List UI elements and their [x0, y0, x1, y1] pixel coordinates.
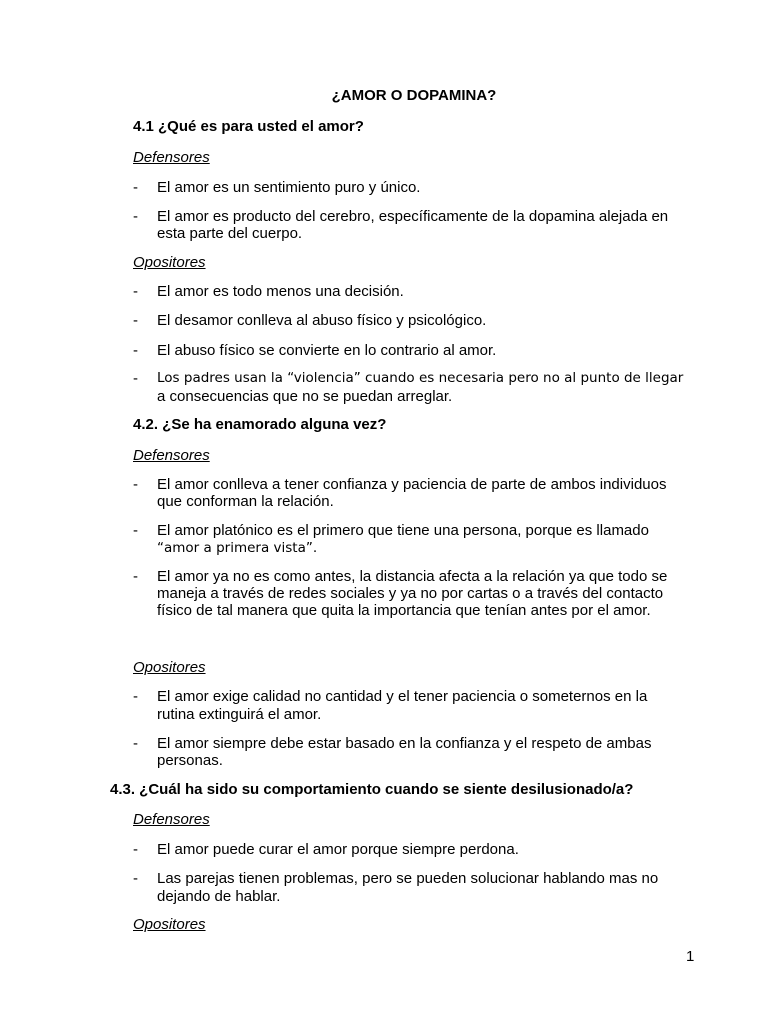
section-heading: 4.2. ¿Se ha enamorado alguna vez? [133, 416, 387, 433]
list-item-text: El desamor conlleva al abuso físico y psicológico. [157, 312, 487, 329]
bullet-dash: - [133, 179, 138, 196]
page-number: 1 [686, 948, 695, 965]
bullet-dash: - [133, 370, 138, 387]
list-item-text: “amor a primera vista”. [157, 540, 318, 556]
list-item-text: El amor ya no es como antes, la distancia afecta a la relación ya que todo se [157, 568, 668, 585]
bullet-dash: - [133, 870, 138, 887]
opositores-label: Opositores [133, 254, 206, 271]
section-heading: 4.1 ¿Qué es para usted el amor? [133, 118, 364, 135]
bullet-dash: - [133, 208, 138, 225]
list-item-text: físico de tal manera que quita la importancia que tenían antes por el amor. [157, 602, 651, 619]
bullet-dash: - [133, 476, 138, 493]
defensores-label: Defensores [133, 447, 210, 464]
list-item-text: El amor exige calidad no cantidad y el tener paciencia o someternos en la [157, 688, 648, 705]
list-item-text: El amor puede curar el amor porque siempre perdona. [157, 841, 519, 858]
list-item-text: que conforman la relación. [157, 493, 334, 510]
bullet-dash: - [133, 342, 138, 359]
list-item-text: El amor es un sentimiento puro y único. [157, 179, 421, 196]
section-heading: 4.3. ¿Cuál ha sido su comportamiento cuando se siente desilusionado/a? [110, 781, 634, 798]
list-item-text: maneja a través de redes sociales y ya no por cartas o a través del contacto [157, 585, 664, 602]
list-item-text: rutina extinguirá el amor. [157, 706, 322, 723]
list-item-text: El amor platónico es el primero que tiene una persona, porque es llamado [157, 522, 649, 539]
bullet-dash: - [133, 688, 138, 705]
list-item-text: El abuso físico se convierte en lo contrario al amor. [157, 342, 497, 359]
bullet-dash: - [133, 312, 138, 329]
list-item-text: El amor es producto del cerebro, específicamente de la dopamina alejada en [157, 208, 669, 225]
list-item-text: Las parejas tienen problemas, pero se pueden solucionar hablando mas no [157, 870, 659, 887]
list-item-text: El amor conlleva a tener confianza y paciencia de parte de ambos individuos [157, 476, 667, 493]
bullet-dash: - [133, 735, 138, 752]
bullet-dash: - [133, 568, 138, 585]
opositores-label: Opositores [133, 916, 206, 933]
opositores-label: Opositores [133, 659, 206, 676]
bullet-dash: - [133, 522, 138, 539]
list-item-text: dejando de hablar. [157, 888, 281, 905]
bullet-dash: - [133, 283, 138, 300]
list-item-text: El amor es todo menos una decisión. [157, 283, 404, 300]
document-title: ¿AMOR O DOPAMINA? [331, 87, 497, 104]
list-item-text: a consecuencias que no se puedan arreglar. [157, 388, 453, 405]
list-item-text: Los padres usan la “violencia” cuando es necesaria pero no al punto de llegar [157, 370, 684, 386]
list-item-text: El amor siempre debe estar basado en la confianza y el respeto de ambas [157, 735, 652, 752]
defensores-label: Defensores [133, 811, 210, 828]
defensores-label: Defensores [133, 149, 210, 166]
bullet-dash: - [133, 841, 138, 858]
list-item-text: esta parte del cuerpo. [157, 225, 303, 242]
list-item-text: personas. [157, 752, 223, 769]
